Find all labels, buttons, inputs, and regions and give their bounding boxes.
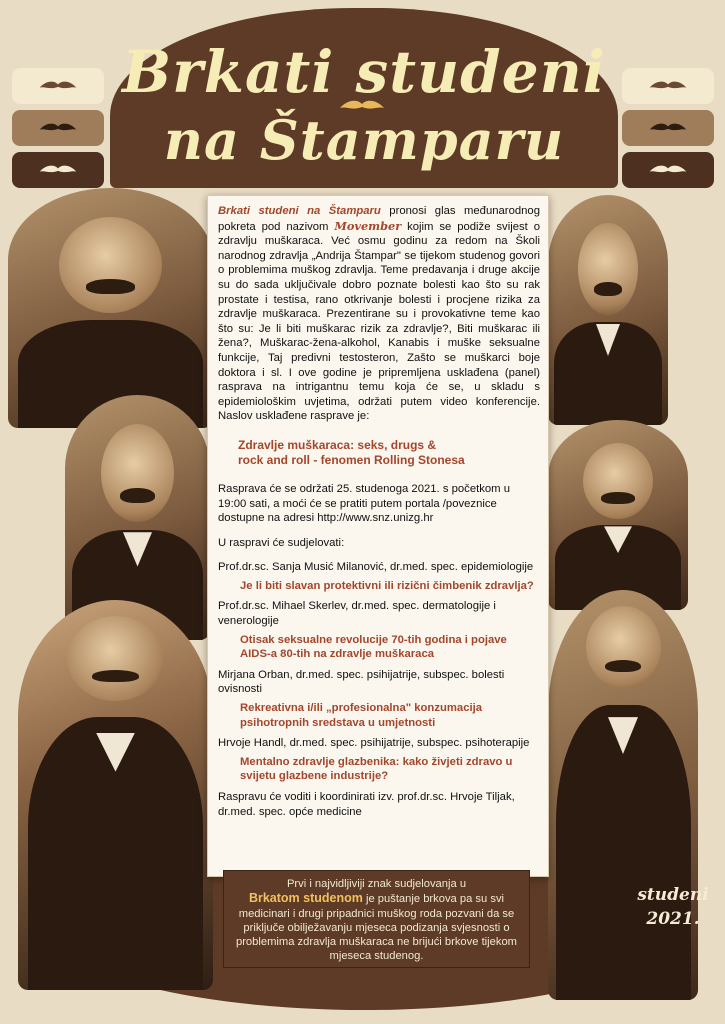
date-label xyxy=(628,883,718,931)
title-line-2: na Štamparu xyxy=(163,108,565,172)
portrait-photo-5 xyxy=(548,420,688,610)
moustache-mask-icon xyxy=(12,68,104,104)
talk-title: Otisak seksualne revolucije 70-tih godina i pojave AIDS-a 80-tih na zdravlje muškaraca xyxy=(240,633,507,661)
bottom-info-text xyxy=(230,877,523,964)
moustache-mask-icon xyxy=(622,68,714,104)
talk-title: Rekreativna i/ili „profesionalna" konzumacija psihotropnih sredstava u umjetnosti xyxy=(240,702,483,729)
bottom-brand: Brkatom studenom xyxy=(248,891,363,906)
bottom-line-a: Prvi i najvidljiviji znak sudjelovanja u xyxy=(286,878,467,890)
schedule-text: Rasprava će se održati 25. studenoga 2021. s početkom u 19:00 sati, a moći će se pratiti putem portala /poveznice dostupne na adresi http://www.snz.unizg.hr xyxy=(218,482,511,525)
moustache-mask-icon xyxy=(622,152,714,188)
intro-paragraph xyxy=(218,204,540,424)
title-line-1: Brkati studeni xyxy=(122,38,606,106)
moustache-mask-icon xyxy=(622,110,714,146)
portrait-photo-1 xyxy=(8,188,213,428)
speaker-name: Prof.dr.sc. Sanja Musić Milanović, dr.med. spec. epidemiologije xyxy=(218,561,534,574)
intro-text-2: kojim se podiže svijest o zdravlju muškaraca. Već osmu godinu za redom na Školi narodnog zdravlja „Andrija Štampar" se tijekom studenog govori o problemima muškog zdravlja. Teme predavanja i druge akcije su do sada uključivale dobro poznate bolesti kao što su rak prostate i testisa, rano otkrivanje bolesti i procjene rizika za zdravlje muškaraca. Prezentirane su i provokativne teme kao što su: Je li biti muškarac rizik za zdravlje?, Biti muškarac ili žena?, Muškarac-žena-alkohol, Kanabis i muške seksualne funkcije, Taj predivni testosteron, Zašto se muškarci boje doktora i sl. I ove godine je pripremljena usklađena (panel) rasprava na intrigantnu temu koja će se, u skladu s epidemiološkim uvjetima, održati putem video konferencije. Naslov usklađene rasprave je: xyxy=(218,220,540,423)
date-year: 2021. xyxy=(646,909,700,929)
headline-line-1: Zdravlje muškaraca: seks, drugs & xyxy=(238,437,437,452)
headline-line-2: rock and roll - fenomen Rolling Stonesa xyxy=(238,452,465,467)
main-text-panel xyxy=(207,195,549,877)
speaker-name: Mirjana Orban, dr.med. spec. psihijatrije, subspec. bolesti ovisnosti xyxy=(218,668,505,696)
intro-text-1: pronosi glas međunarodnog pokreta pod nazivom xyxy=(218,205,540,233)
bottom-line-b: je puštanje brkova pa su svi medicinari i drugi pripadnici muškog roda pozvani da se priključe obilježavanju mjeseca podizanja svjesnosti o problemima zdravlja muškaraca ne brijući brkove tijekom mjeseca studenog. xyxy=(235,893,518,963)
speaker-list xyxy=(218,560,540,784)
bottom-info-box xyxy=(223,870,530,968)
speaker-name: Prof.dr.sc. Mihael Skerlev, dr.med. spec. dermatologije i venerologije xyxy=(218,600,496,628)
panel-headline xyxy=(238,438,540,468)
date-month: studeni xyxy=(637,885,709,905)
movember-name: Movember xyxy=(334,218,402,233)
speaker-name: Hrvoje Handl, dr.med. spec. psihijatrije, subspec. psihoterapije xyxy=(218,737,530,750)
talk-title: Je li biti slavan protektivni ili rizični čimbenik zdravlja? xyxy=(240,579,534,592)
moustache-mask-icon xyxy=(12,152,104,188)
moustache-mask-icon xyxy=(12,110,104,146)
intro-brand: Brkati studeni na Štamparu xyxy=(218,205,381,217)
participants-intro: U raspravi će sudjelovati: xyxy=(218,536,345,549)
moderator-text: Raspravu će voditi i koordinirati izv. prof.dr.sc. Hrvoje Tiljak, dr.med. spec. opće medicine xyxy=(218,791,515,818)
portrait-photo-3 xyxy=(18,600,213,990)
portrait-photo-4 xyxy=(548,195,668,425)
portrait-photo-6 xyxy=(548,590,698,1000)
talk-title: Mentalno zdravlje glazbenika: kako živjeti zdravo u svijetu glazbene industrije? xyxy=(240,755,513,783)
